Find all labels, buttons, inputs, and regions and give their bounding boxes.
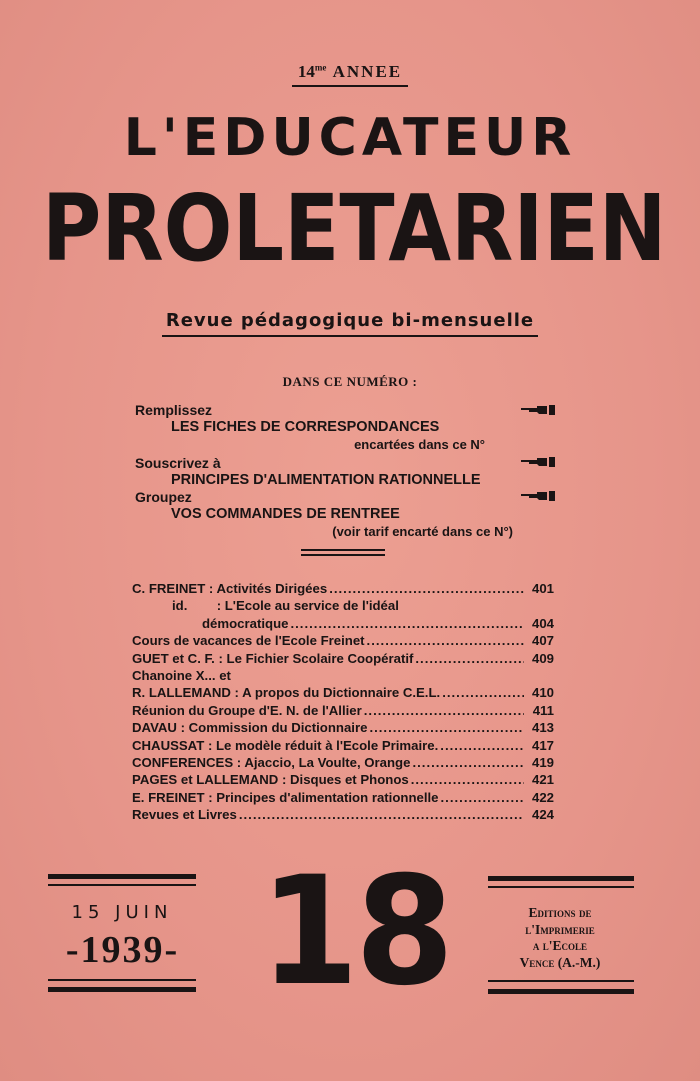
toc-title: DAVAU : Commission du Dictionnaire	[132, 720, 368, 736]
toc-title: C. FREINET : Activités Dirigées	[132, 581, 328, 596]
toc-title: E. FREINET : Principes d'alimentation rationnelle	[132, 789, 439, 805]
notice-note: encartées dans ce N°	[354, 437, 485, 452]
footer-rule-right-top-thin	[488, 886, 634, 888]
toc-page: 422	[531, 789, 554, 805]
footer-rule-right-bottom	[488, 989, 634, 994]
issue-date-day-month: 15 JUIN	[71, 902, 173, 923]
toc-page: 409	[531, 650, 554, 666]
subtitle	[0, 310, 700, 337]
toc-page: 421	[531, 772, 554, 788]
toc-title: PAGES et LALLEMAND : Disques et Phonos	[132, 772, 409, 788]
issue-number: 18	[259, 845, 451, 1019]
notice-correspondances	[135, 402, 555, 453]
toc-title: id. : L'Ecole au service de l'idéal	[172, 598, 399, 614]
toc-row	[132, 616, 554, 633]
toc-page: 410	[531, 685, 554, 701]
notice-verb: Groupez	[135, 489, 192, 505]
notice-main: LES FICHES DE CORRESPONDANCES	[171, 419, 440, 435]
toc-title: GUET et C. F. : Le Fichier Scolaire Coopératif	[132, 650, 414, 666]
toc-page: 419	[531, 754, 554, 770]
toc-page: 404	[531, 615, 554, 631]
toc-title: Réunion du Groupe d'E. N. de l'Allier	[132, 702, 362, 718]
toc-page: 424	[531, 807, 554, 823]
section-divider	[301, 549, 385, 556]
pointing-hand-icon	[521, 491, 555, 501]
notice-verb: Souscrivez à	[135, 455, 221, 471]
publisher-line: Vence (A.-M.)	[519, 954, 601, 970]
toc-page: 417	[531, 737, 554, 753]
toc-row	[132, 651, 554, 668]
toc-row	[132, 738, 554, 755]
issue-date-year: -1939-	[65, 929, 180, 971]
toc-title: CHAUSSAT : Le modèle réduit à l'Ecole Primaire.	[132, 737, 439, 753]
toc-title: R. LALLEMAND : A propos du Dictionnaire C.E.L.	[132, 685, 441, 701]
footer-rule-left-top-thin	[48, 884, 196, 886]
notice-note: (voir tarif encarté dans ce N°)	[332, 524, 513, 539]
toc-title: Chanoine X... et	[132, 667, 231, 683]
notice-main: PRINCIPES D'ALIMENTATION RATIONNELLE	[171, 472, 481, 488]
toc-row	[132, 598, 554, 615]
toc-row	[132, 807, 554, 824]
publisher-line: l'Imprimerie	[525, 921, 595, 937]
title-line-1: L'EDUCATEUR	[123, 108, 577, 168]
in-this-issue-heading: DANS CE NUMÉRO :	[282, 374, 418, 389]
footer-rule-left-bottom-thin	[48, 979, 196, 981]
toc-page: 411	[532, 702, 554, 718]
title-line-2: PROLETARIEN	[42, 175, 667, 282]
edition-number: 14	[297, 62, 315, 81]
edition-suffix: me	[314, 62, 327, 73]
notice-alimentation	[135, 455, 555, 489]
toc-row	[132, 685, 554, 702]
table-of-contents	[132, 581, 554, 824]
toc-title: CONFERENCES : Ajaccio, La Voulte, Orange	[132, 754, 411, 770]
toc-page: 407	[531, 633, 554, 649]
toc-row	[132, 755, 554, 772]
toc-row	[132, 703, 554, 720]
toc-row	[132, 772, 554, 789]
toc-page: 401	[531, 581, 554, 596]
notice-commandes	[135, 489, 555, 540]
notice-verb: Remplissez	[135, 402, 213, 418]
footer-rule-right-bottom-thin	[488, 980, 634, 982]
edition-word: ANNEE	[332, 62, 403, 81]
publisher-block	[490, 905, 630, 971]
toc-title: démocratique	[202, 615, 289, 631]
toc-title: Cours de vacances de l'Ecole Freinet	[132, 633, 365, 649]
pointing-hand-icon	[521, 405, 555, 415]
toc-row	[132, 633, 554, 650]
notice-main: VOS COMMANDES DE RENTREE	[171, 506, 400, 522]
toc-row	[132, 720, 554, 737]
subtitle-text: Revue pédagogique bi-mensuelle	[162, 310, 538, 337]
toc-page: 413	[531, 720, 554, 736]
publisher-line: a l'Ecole	[532, 938, 588, 953]
edition-label	[0, 62, 700, 87]
toc-row	[132, 668, 554, 685]
toc-title: Revues et Livres	[132, 807, 237, 823]
toc-row	[132, 790, 554, 807]
footer-rule-left-top	[48, 874, 196, 879]
footer-rule-right-top	[488, 876, 634, 881]
pointing-hand-icon	[521, 457, 555, 467]
publisher-line: Editions de	[528, 905, 592, 920]
toc-row	[132, 581, 554, 598]
footer-rule-left-bottom	[48, 987, 196, 992]
